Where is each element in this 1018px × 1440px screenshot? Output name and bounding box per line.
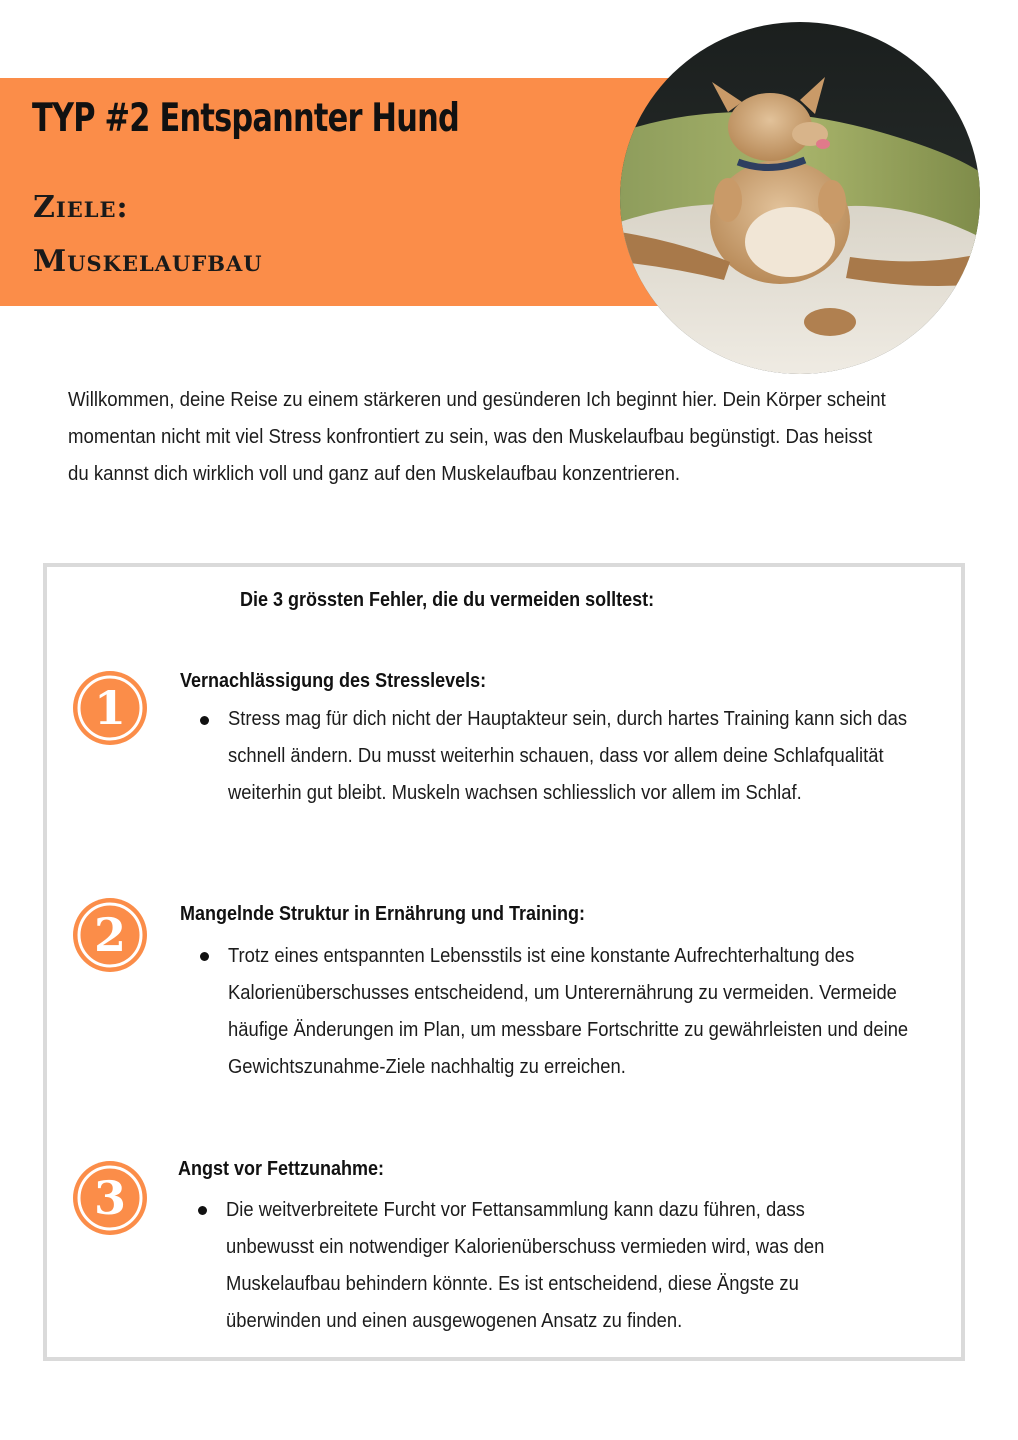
bullet-1: [200, 716, 209, 725]
number-2-label: 2: [93, 908, 127, 962]
goals-label: Ziele:: [33, 190, 129, 225]
dog-photo: [620, 22, 980, 374]
bullet-2: [200, 952, 209, 961]
number-3-label: 3: [93, 1171, 127, 1225]
number-1-badge: [70, 668, 150, 748]
mistake-2-title: Mangelnde Struktur in Ernährung und Training:: [180, 903, 585, 925]
number-3-badge: [70, 1158, 150, 1238]
number-1-label: 1: [93, 681, 127, 735]
number-2-badge: [70, 895, 150, 975]
goals-value: Muskelaufbau: [33, 244, 263, 279]
bullet-3: [198, 1206, 207, 1215]
mistake-1-title: Vernachlässigung des Stresslevels:: [180, 670, 487, 692]
mistake-3-text: Die weitverbreitete Furcht vor Fettansammlung kann dazu führen, dass unbewusst ein notwendiger Kalorienüberschuss vermieden wird, was den Muskelaufbau behindern könnte. Es ist entscheidend, diese Ängste zu überwinden und einen ausgewogenen Ansatz zu finden.: [226, 1199, 825, 1332]
mistakes-heading: Die 3 grössten Fehler, die du vermeiden solltest:: [240, 589, 655, 611]
mistake-2-text: Trotz eines entspannten Lebensstils ist eine konstante Aufrechterhaltung des Kalorienüberschusses entscheidend, um Unterernährung zu vermeiden. Vermeide häufige Änderungen im Plan, um messbare Fortschritte zu gewährleisten und deine Gewichtszunahme-Ziele nachhaltig zu erreichen.: [228, 945, 909, 1078]
intro-paragraph: Willkommen, deine Reise zu einem stärkeren und gesünderen Ich beginnt hier. Dein Körper scheint momentan nicht mit viel Stress konfrontiert zu sein, was den Muskelaufbau begünstigt. Das heisst du kannst dich wirklich voll und ganz auf den Muskelaufbau konzentrieren.: [68, 389, 886, 485]
page-title: TYP #2 Entspannter Hund: [32, 96, 459, 141]
mistake-3-title: Angst vor Fettzunahme:: [178, 1158, 385, 1180]
mistake-1-text: Stress mag für dich nicht der Hauptakteur sein, durch hartes Training kann sich das schnell ändern. Du musst weiterhin schauen, dass vor allem deine Schlafqualität weiterhin gut bleibt. Muskeln wachsen schliesslich vor allem im Schlaf.: [228, 708, 908, 804]
